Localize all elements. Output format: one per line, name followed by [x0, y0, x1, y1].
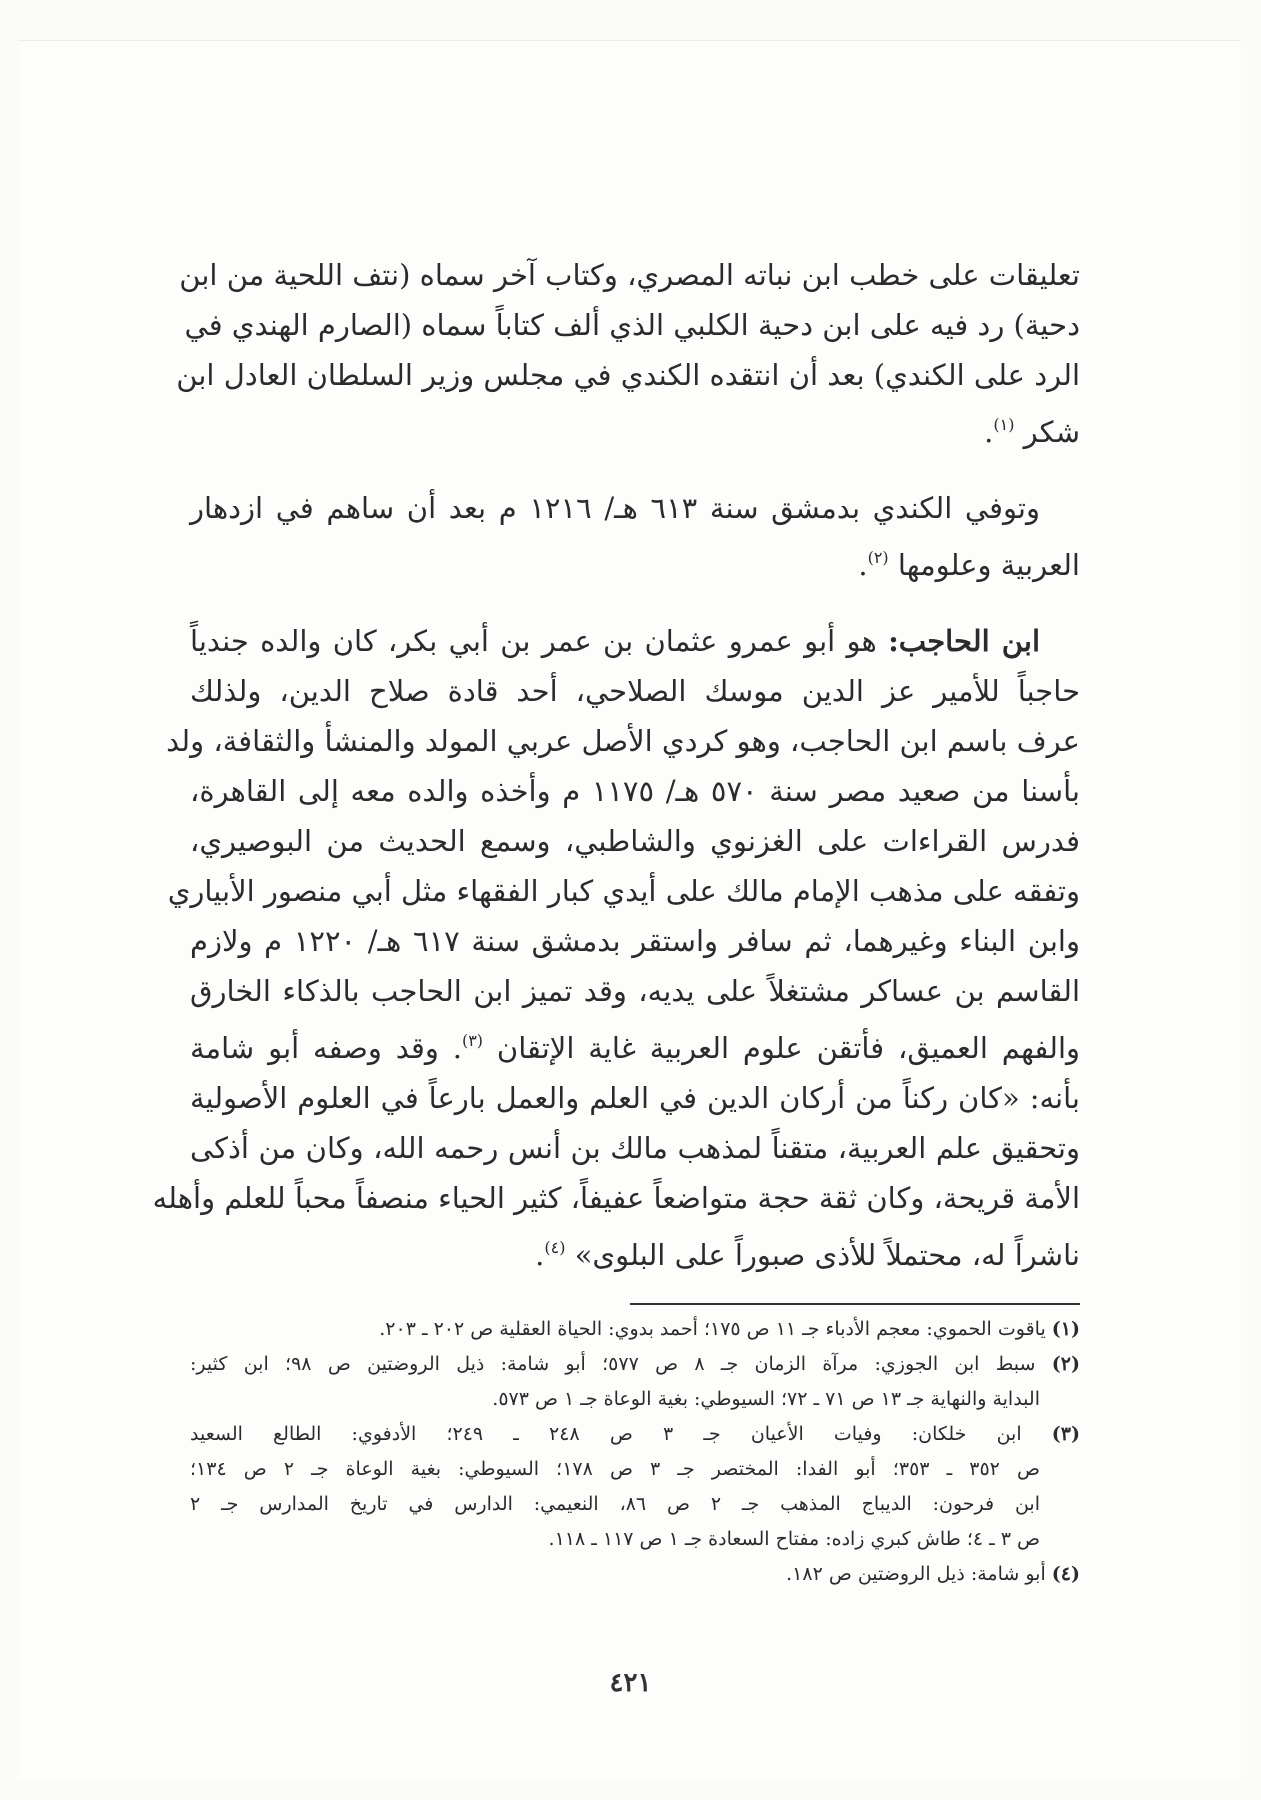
text-fragment: هو أبو عمرو عثمان بن عمر بن أبي بكر، كان والده جندياً: [190, 624, 877, 658]
footnotes: [190, 1312, 1080, 1592]
footnote-ref-3[interactable]: (٣): [461, 1031, 484, 1050]
text-fragment: ابن خلكان: وفيات الأعيان جـ ٣ ص ٢٤٨ ـ ٢٤٩؛ الأدفوي: الطالع السعيد: [190, 1423, 1022, 1445]
text-line: بأسنا من صعيد مصر سنة ٥٧٠ هـ/ ١١٧٥ م وأخذه والده معه إلى القاهرة،: [190, 774, 1080, 808]
paragraph-3: [152, 616, 1080, 1280]
section-lead: ابن الحاجب:: [888, 624, 1041, 658]
text-fragment: ناشراً له، محتملاً للأذى صبوراً على البلوى»: [574, 1238, 1080, 1272]
footnote-line: البداية والنهاية جـ ١٣ ص ٧١ ـ ٧٢؛ السيوطي: بغية الوعاة جـ ١ ص ٥٧٣.: [492, 1388, 1040, 1410]
text-fragment: العربية وعلومها: [897, 548, 1080, 582]
footnote-number: (٢): [1051, 1353, 1080, 1375]
text-line: العربية وعلومها $^{(٢)}$.: [858, 548, 1080, 582]
text-line: الأمة قريحة، وكان ثقة حجة متواضعاً عفيفاً، كثير الحياء منصفاً محباً للعلم وأهله: [152, 1181, 1080, 1215]
text-line: فدرس القراءات على الغزنوي والشاطبي، وسمع الحديث من البوصيري،: [190, 824, 1080, 858]
footnote-ref-4[interactable]: (٤): [544, 1238, 566, 1257]
footnote-number: (٤): [1051, 1563, 1080, 1585]
text-line: [190, 1016, 1080, 1073]
body-text: [152, 250, 1080, 1280]
text-line: الرد على الكندي) بعد أن انتقده الكندي في مجلس وزير السلطان العادل ابن: [176, 358, 1080, 392]
footnote-ref-1[interactable]: (١): [993, 415, 1015, 434]
footnote-number: (٣): [1051, 1423, 1080, 1445]
text-line: [190, 616, 1080, 666]
text-fragment: والفهم العميق، فأتقن علوم العربية غاية الإتقان: [496, 1031, 1080, 1065]
text-line: وتفقه على مذهب الإمام مالك على أيدي كبار الفقهاء مثل أبي منصور الأبياري: [167, 874, 1080, 908]
footnote-2: [190, 1347, 1080, 1417]
text-line: القاسم بن عساكر مشتغلاً على يديه، وقد تميز ابن الحاجب بالذكاء الخارق: [190, 974, 1080, 1008]
footnote-number: (١): [1051, 1318, 1080, 1340]
footnote-1: [190, 1312, 1080, 1347]
text-line: عرف باسم ابن الحاجب، وهو كردي الأصل عربي المولد والمنشأ والثقافة، ولد: [166, 724, 1080, 758]
footnote-line: ابن فرحون: الديباج المذهب جـ ٢ ص ٨٦، النعيمي: الدارس في تاريخ المدارس جـ ٢: [190, 1493, 1040, 1515]
text-fragment: أبو شامة: ذيل الروضتين ص ١٨٢.: [786, 1563, 1046, 1585]
footnote-divider: [630, 1303, 1080, 1305]
text-line: دحية) رد فيه على ابن دحية الكلبي الذي ألف كتاباً سماه (الصارم الهندي في: [184, 308, 1080, 342]
paragraph-2: [190, 483, 1080, 590]
footnote-line: [190, 1417, 1080, 1452]
footnote-line: ص ٣٥٢ ـ ٣٥٣؛ أبو الفدا: المختصر جـ ٣ ص ١٧٨؛ السيوطي: بغية الوعاة جـ ٢ ص ١٣٤؛: [190, 1458, 1040, 1480]
text-line: وتحقيق علم العربية، متقناً لمذهب مالك بن أنس رحمه الله، وكان من أذكى: [190, 1131, 1080, 1165]
footnote-line: [190, 1347, 1080, 1382]
text-line: بأنه: «كان ركناً من أركان الدين في العلم والعمل بارعاً في العلوم الأصولية: [190, 1081, 1080, 1115]
page-number: ٤٢١: [609, 1668, 652, 1698]
footnote-line: [190, 1312, 1080, 1347]
text-fragment: شكر: [1023, 415, 1080, 449]
text-line: حاجباً للأمير عز الدين موسك الصلاحي، أحد قادة صلاح الدين، ولذلك: [190, 674, 1080, 708]
paragraph-1: [176, 250, 1080, 457]
footnote-line: [190, 1557, 1080, 1592]
text-fragment: سبط ابن الجوزي: مرآة الزمان جـ ٨ ص ٥٧٧؛ أبو شامة: ذيل الروضتين ص ٩٨؛ ابن كثير:: [190, 1353, 1036, 1375]
text-fragment: ياقوت الحموي: معجم الأدباء جـ ١١ ص ١٧٥؛ أحمد بدوي: الحياة العقلية ص ٢٠٢ ـ ٢٠٣.: [379, 1318, 1046, 1340]
footnote-4: [190, 1557, 1080, 1592]
text-line: ناشراً له، محتملاً للأذى صبوراً على البلوى» $^{(٤)}$.: [535, 1238, 1080, 1272]
footnote-line: ص ٣ ـ ٤؛ طاش كبري زاده: مفتاح السعادة جـ ١ ص ١١٧ ـ ١١٨.: [548, 1528, 1040, 1550]
footnote-3: [190, 1417, 1080, 1557]
text-line: وتوفي الكندي بدمشق سنة ٦١٣ هـ/ ١٢١٦ م بعد أن ساهم في ازدهار: [190, 491, 1041, 525]
text-line: وابن البناء وغيرهما، ثم سافر واستقر بدمشق سنة ٦١٧ هـ/ ١٢٢٠ م ولازم: [190, 924, 1080, 958]
footnote-ref-2[interactable]: (٢): [867, 548, 889, 567]
text-line: تعليقات على خطب ابن نباته المصري، وكتاب آخر سماه (نتف اللحية من ابن: [179, 258, 1080, 292]
text-fragment: . وقد وصفه أبو شامة: [190, 1031, 462, 1065]
text-line: شكر $^{(١)}$.: [984, 415, 1080, 449]
